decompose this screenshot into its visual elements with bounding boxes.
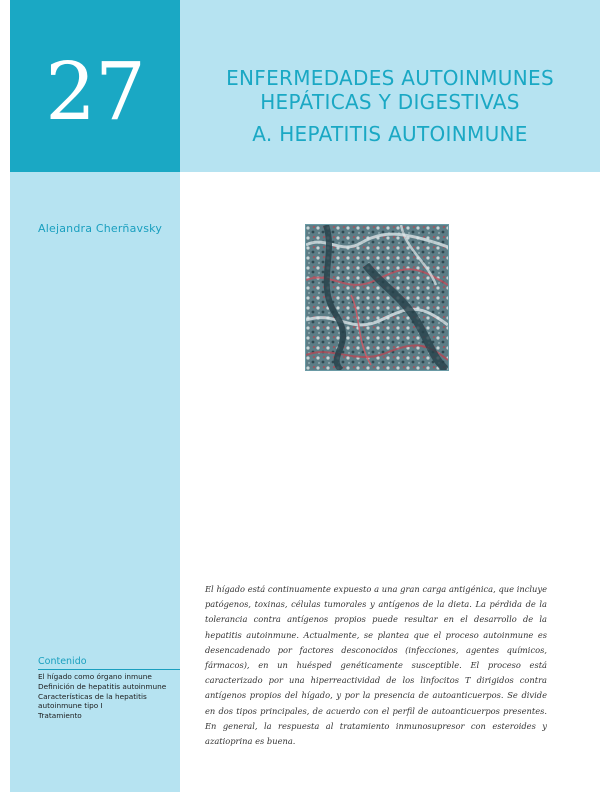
- table-of-contents: [38, 656, 180, 722]
- chapter-title-line-2: HEPÁTICAS Y DIGESTIVAS: [260, 90, 520, 114]
- chapter-number-box: [10, 0, 180, 172]
- contents-item[interactable]: El hígado como órgano inmune: [38, 672, 152, 681]
- chapter-title-line-1: ENFERMEDADES AUTOINMUNES: [226, 66, 554, 90]
- chapter-abstract: El hígado está continuamente expuesto a una gran carga antigénica, que incluye patógenos, toxinas, células tumorales y antígenos de la dieta. La pérdida de la tolerancia contra antígenos propios puede resultar en el desarrollo de la hepatitis autoinmune. Actualmente, se plantea que el proceso autoinmune es desencadenado por factores desconocidos (infecciones, agentes químicos, fármacos), en un huésped genéticamente susceptible. El proceso está caracterizado por una hiperreactividad de los linfocitos T dirigidos contra antígenos propios del hígado, y por la presencia de autoanticuerpos. Se divide en dos tipos principales, de acuerdo con el perfil de autoanticuerpos presentes. En general, la respuesta al tratamiento inmunosupresor con esteroides y azatioprina es buena.: [205, 584, 547, 747]
- chapter-title-band: [180, 0, 600, 172]
- micrograph-illustration: [306, 225, 448, 370]
- contents-item[interactable]: Características de la hepatitis autoinmune tipo I: [38, 692, 147, 710]
- chapter-subtitle: A. HEPATITIS AUTOINMUNE: [252, 122, 528, 146]
- contents-item[interactable]: Definición de hepatitis autoinmune: [38, 682, 167, 692]
- contents-title: Contenido: [38, 656, 180, 670]
- contents-item[interactable]: Tratamiento: [38, 711, 82, 721]
- chapter-number: 27: [45, 45, 145, 138]
- liver-micrograph-image: [305, 224, 449, 371]
- author-name: Alejandra Cherñavsky: [38, 222, 163, 235]
